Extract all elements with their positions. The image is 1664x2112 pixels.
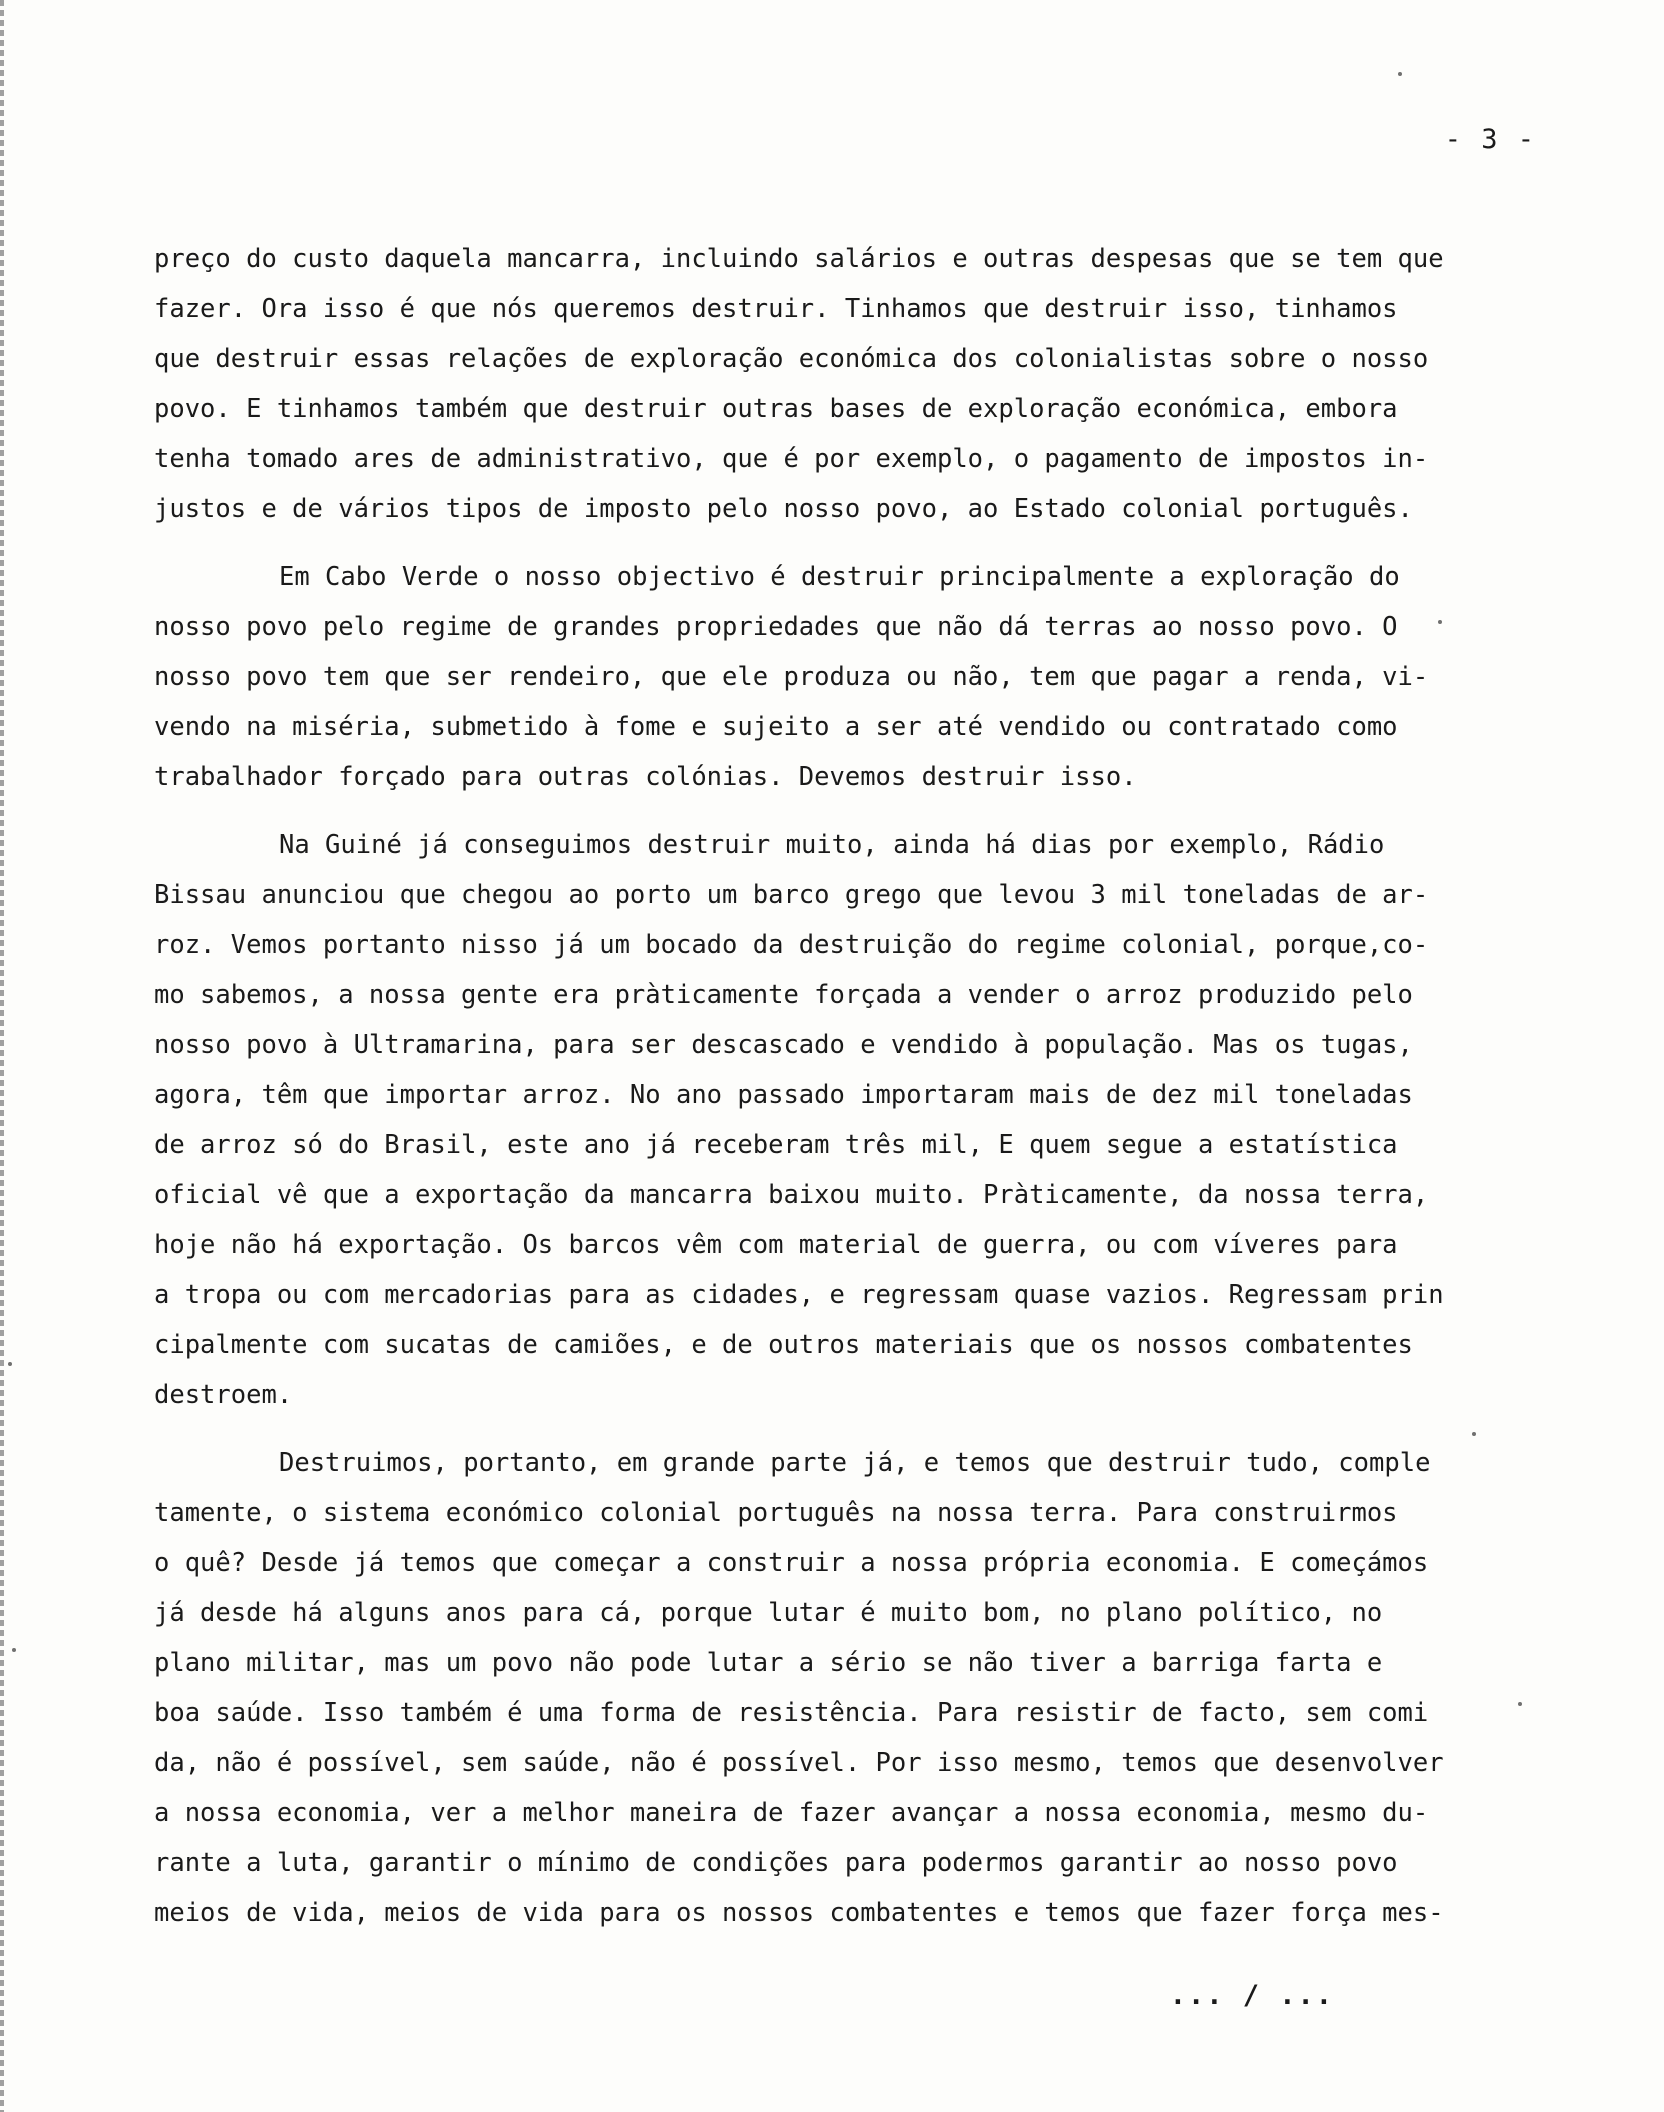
scan-speck [1438,620,1442,624]
paragraph [154,1438,1464,1938]
scan-speck [12,1648,16,1652]
text-line: preço do custo daquela mancarra, incluindo salários e outras despesas que se tem que [154,244,1444,274]
page-number: - 3 - [1444,124,1536,155]
text-line: rante a luta, garantir o mínimo de condições para podermos garantir ao nosso povo [154,1848,1398,1878]
text-line: nosso povo à Ultramarina, para ser descascado e vendido à população. Mas os tugas, [154,1030,1413,1060]
text-line: da, não é possível, sem saúde, não é possível. Por isso mesmo, temos que desenvolver [154,1748,1444,1778]
text-line: de arroz só do Brasil, este ano já receberam três mil, E quem segue a estatística [154,1130,1398,1160]
text-line: tenha tomado ares de administrativo, que é por exemplo, o pagamento de impostos in- [154,444,1429,474]
text-line: boa saúde. Isso também é uma forma de resistência. Para resistir de facto, sem comi [154,1698,1429,1728]
text-line: a tropa ou com mercadorias para as cidades, e regressam quase vazios. Regressam prin [154,1280,1444,1310]
text-line: povo. E tinhamos também que destruir outras bases de exploração económica, embora [154,394,1398,424]
text-line: agora, têm que importar arroz. No ano passado importaram mais de dez mil toneladas [154,1080,1413,1110]
paragraph [154,234,1464,534]
text-line: meios de vida, meios de vida para os nossos combatentes e temos que fazer força mes- [154,1898,1444,1928]
text-line: já desde há alguns anos para cá, porque lutar é muito bom, no plano político, no [154,1598,1383,1628]
text-line: Destruimos, portanto, em grande parte já, e temos que destruir tudo, comple [279,1448,1431,1478]
text-line: oficial vê que a exportação da mancarra baixou muito. Pràticamente, da nossa terra, [154,1180,1429,1210]
text-line: mo sabemos, a nossa gente era pràticamente forçada a vender o arroz produzido pelo [154,980,1413,1010]
text-line: destroem. [154,1380,293,1410]
text-line: vendo na miséria, submetido à fome e sujeito a ser até vendido ou contratado como [154,712,1398,742]
continuation-mark: ... / ... [1169,1980,1334,2011]
text-line: que destruir essas relações de exploração económica dos colonialistas sobre o nosso [154,344,1429,374]
text-line: roz. Vemos portanto nisso já um bocado da destruição do regime colonial, porque,co- [154,930,1429,960]
document-body [154,234,1464,1956]
text-line: o quê? Desde já temos que começar a construir a nossa própria economia. E começámos [154,1548,1429,1578]
text-line: justos e de vários tipos de imposto pelo nosso povo, ao Estado colonial português. [154,494,1413,524]
text-line: fazer. Ora isso é que nós queremos destruir. Tinhamos que destruir isso, tinhamos [154,294,1398,324]
text-line: Bissau anunciou que chegou ao porto um barco grego que levou 3 mil toneladas de ar- [154,880,1429,910]
scan-speck [1472,1432,1476,1436]
text-line: nosso povo pelo regime de grandes propriedades que não dá terras ao nosso povo. O [154,612,1398,642]
text-line: Na Guiné já conseguimos destruir muito, ainda há dias por exemplo, Rádio [279,830,1385,860]
text-line: nosso povo tem que ser rendeiro, que ele produza ou não, tem que pagar a renda, vi- [154,662,1429,692]
text-line: trabalhador forçado para outras colónias. Devemos destruir isso. [154,762,1137,792]
paragraph [154,552,1464,802]
paragraph [154,820,1464,1420]
text-line: cipalmente com sucatas de camiões, e de outros materiais que os nossos combatentes [154,1330,1413,1360]
text-line: tamente, o sistema económico colonial português na nossa terra. Para construirmos [154,1498,1398,1528]
text-line: Em Cabo Verde o nosso objectivo é destruir principalmente a exploração do [279,562,1400,592]
text-line: a nossa economia, ver a melhor maneira de fazer avançar a nossa economia, mesmo du- [154,1798,1429,1828]
scan-speck [1398,72,1402,76]
text-line: plano militar, mas um povo não pode lutar a sério se não tiver a barriga farta e [154,1648,1383,1678]
text-line: hoje não há exportação. Os barcos vêm com material de guerra, ou com víveres para [154,1230,1398,1260]
scan-left-edge [0,0,4,2112]
scan-speck [8,1362,12,1366]
scan-speck [1518,1702,1522,1706]
